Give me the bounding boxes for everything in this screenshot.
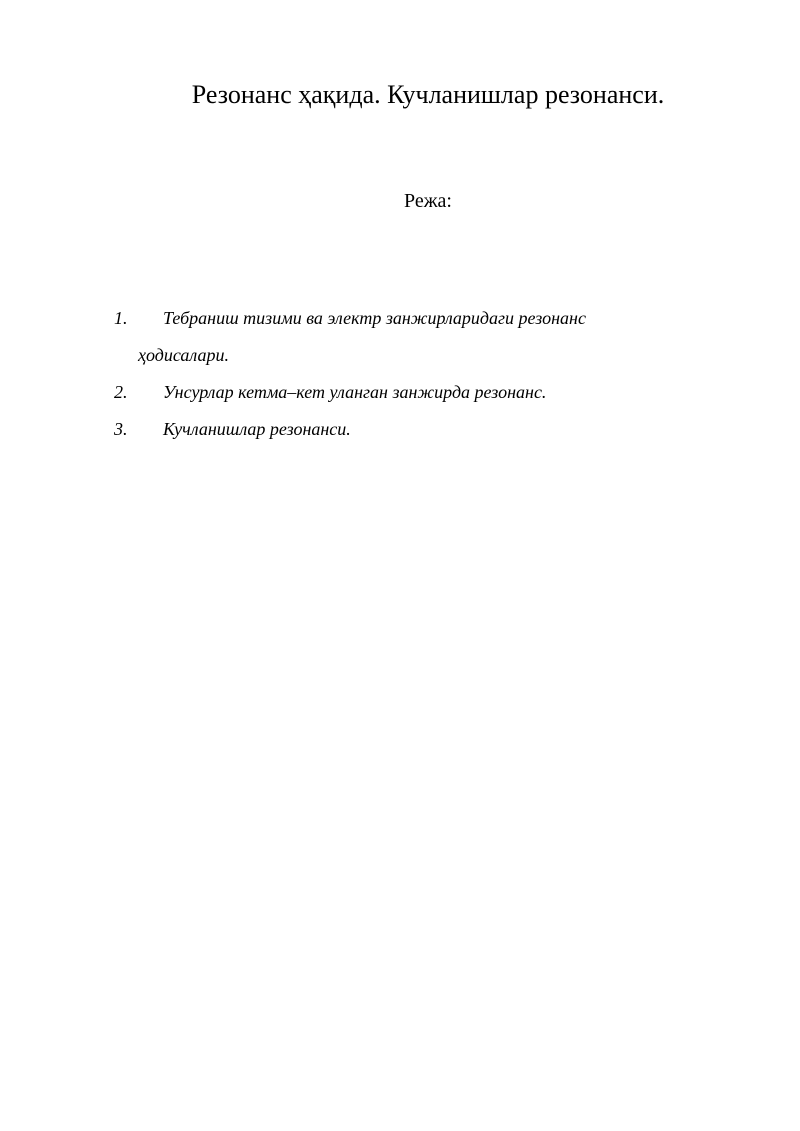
plan-item-2 xyxy=(114,374,694,411)
plan-item-number: 1. xyxy=(114,308,128,328)
plan-heading: Режа: xyxy=(404,190,452,212)
plan-item-number: 3. xyxy=(114,419,128,439)
plan-item-text-continuation: ҳодисалари. xyxy=(138,345,229,365)
plan-item-text: Унсурлар кетма–кет уланган занжирда резонанс. xyxy=(163,382,547,402)
plan-item-text: Кучланишлар резонанси. xyxy=(163,419,351,439)
plan-list xyxy=(114,300,694,448)
plan-item-text: Тебраниш тизими ва электр занжирларидаги резонанс xyxy=(163,308,586,328)
plan-item-number: 2. xyxy=(114,382,128,402)
plan-item-3 xyxy=(114,411,694,448)
plan-item-1 xyxy=(114,300,694,374)
document-title: Резонанс ҳақида. Кучланишлар резонанси. xyxy=(191,80,665,109)
